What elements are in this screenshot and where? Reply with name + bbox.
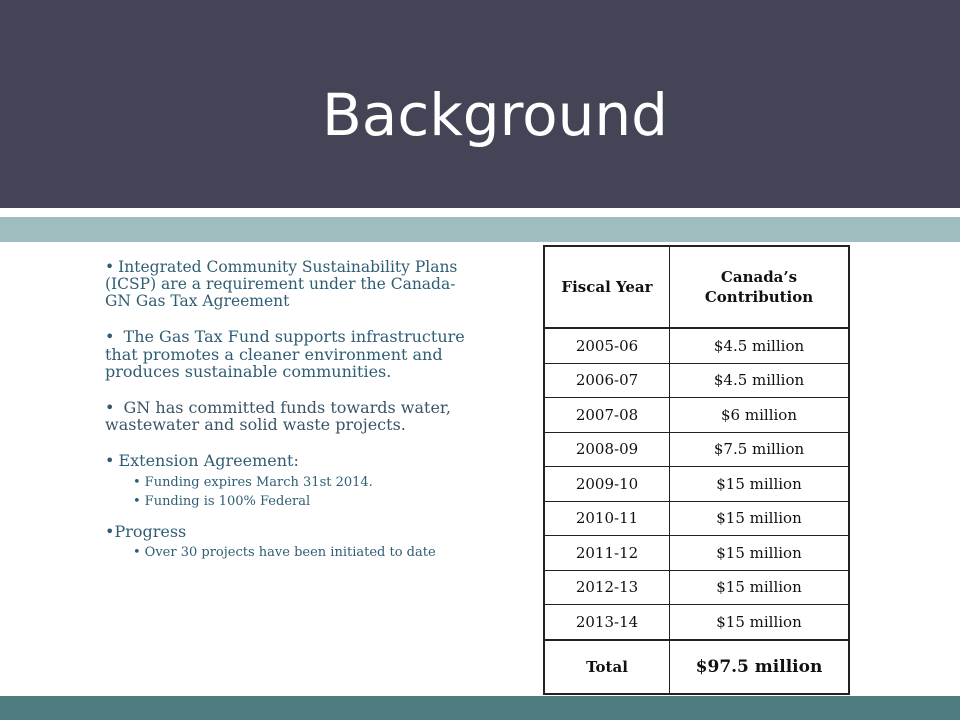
bullet-dot-icon: •	[105, 258, 115, 276]
table-row	[544, 328, 849, 363]
cell-year: 2011-12	[544, 536, 670, 571]
table-total-row	[544, 640, 849, 694]
bullet-dot-icon: •	[133, 544, 141, 560]
cell-year: 2009-10	[544, 467, 670, 502]
bullet-item: • Extension Agreement:	[105, 450, 299, 470]
bottom-accent-band	[0, 696, 960, 720]
bullet-dot-icon: •	[105, 522, 115, 541]
table-row	[544, 398, 849, 433]
bullet-item: • Integrated Community Sustainability Plans (ICSP) are a requirement under the Canada-GN Gas Tax Agreement	[105, 258, 458, 310]
table-row	[544, 363, 849, 398]
cell-amount: $4.5 million	[670, 363, 850, 398]
bullet-dot-icon: •	[133, 475, 141, 490]
cell-year: 2007-08	[544, 398, 670, 433]
cell-amount: $6 million	[670, 398, 850, 433]
header-contribution: Canada’s Contribution	[670, 246, 850, 328]
sub-bullet-item: • Funding is 100% Federal	[133, 494, 311, 509]
bullet-dot-icon: •	[105, 327, 115, 346]
bullet-item: • The Gas Tax Fund supports infrastructure that promotes a cleaner environment and produces sustainable communities.	[105, 327, 465, 381]
cell-amount: $15 million	[670, 467, 850, 502]
bullet-dot-icon: •	[105, 397, 115, 417]
cell-amount: $4.5 million	[670, 328, 850, 363]
table-row	[544, 501, 849, 536]
table-row	[544, 570, 849, 605]
cell-total-label: Total	[544, 640, 670, 694]
table-row	[544, 605, 849, 640]
cell-year: 2010-11	[544, 501, 670, 536]
cell-year: 2013-14	[544, 605, 670, 640]
cell-amount: $15 million	[670, 605, 850, 640]
cell-amount: $15 million	[670, 536, 850, 571]
cell-year: 2008-09	[544, 432, 670, 467]
table-row	[544, 432, 849, 467]
sub-bullet-item: • Over 30 projects have been initiated to date	[133, 544, 436, 560]
cell-total-amount: $97.5 million	[670, 640, 850, 694]
header-fiscal-year: Fiscal Year	[544, 246, 670, 328]
bullet-dot-icon: •	[105, 450, 115, 470]
sub-bullet-item: • Funding expires March 31st 2014.	[133, 475, 373, 490]
cell-year: 2006-07	[544, 363, 670, 398]
cell-amount: $15 million	[670, 501, 850, 536]
bullet-dot-icon: •	[133, 494, 141, 509]
slide-title: Background	[321, 81, 669, 149]
bullet-list	[105, 259, 475, 562]
top-accent-band	[0, 217, 960, 242]
cell-year: 2012-13	[544, 570, 670, 605]
table-header-row	[544, 246, 849, 328]
bullet-item: • GN has committed funds towards water, wastewater and solid waste projects.	[105, 397, 451, 434]
table-row	[544, 467, 849, 502]
bullet-item: •Progress	[105, 522, 187, 541]
contribution-table	[543, 245, 850, 695]
table-row	[544, 536, 849, 571]
cell-year: 2005-06	[544, 328, 670, 363]
cell-amount: $7.5 million	[670, 432, 850, 467]
cell-amount: $15 million	[670, 570, 850, 605]
